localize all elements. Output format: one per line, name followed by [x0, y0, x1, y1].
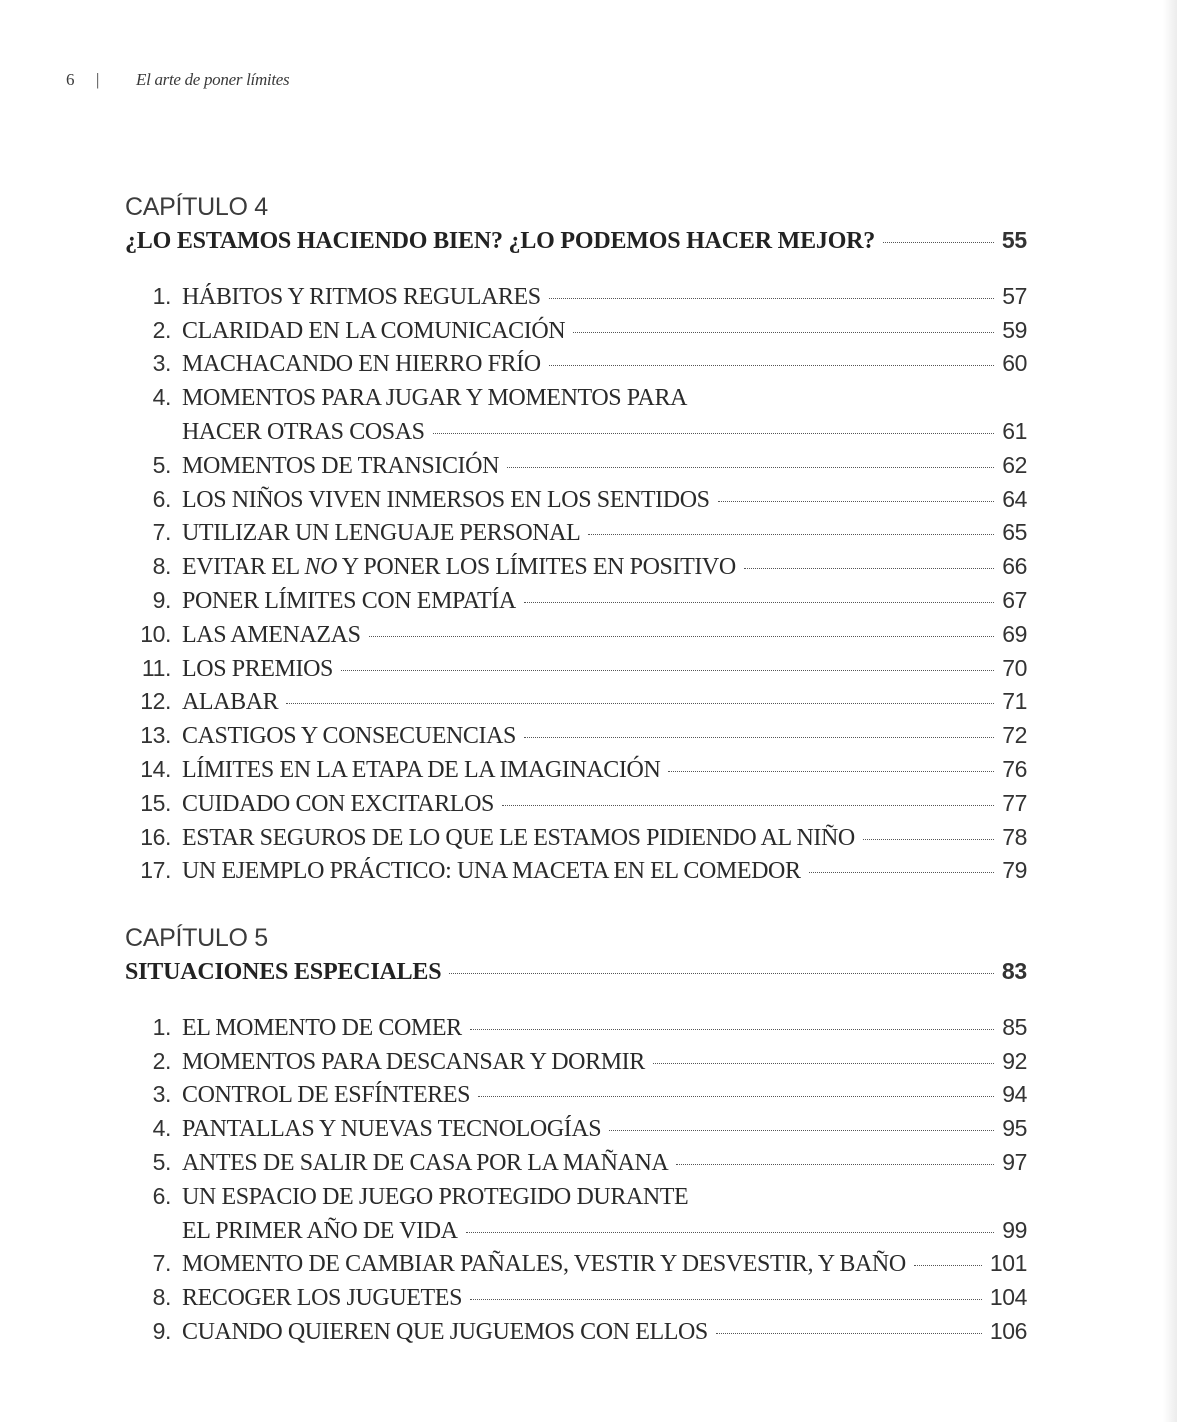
toc-entry[interactable]	[125, 1011, 1027, 1045]
toc-entry[interactable]	[125, 449, 1027, 483]
toc-entry[interactable]	[125, 618, 1027, 652]
toc-entry[interactable]	[125, 1146, 1027, 1180]
entry-page-number: 65	[1002, 519, 1027, 546]
entry-title: EL PRIMER AÑO DE VIDA	[182, 1217, 458, 1244]
entry-number: 5.	[152, 1148, 171, 1175]
entry-title: MACHACANDO EN HIERRO FRÍO	[182, 351, 541, 378]
chapter-5-section	[125, 921, 1027, 1349]
entry-page-number: 66	[1002, 553, 1027, 580]
entry-number: 4.	[152, 384, 171, 411]
entry-number: 1.	[152, 1013, 171, 1040]
dot-leader	[914, 1265, 982, 1266]
entry-number: 9.	[152, 1317, 171, 1344]
entry-title: EL MOMENTO DE COMER	[182, 1014, 462, 1041]
entry-page-number: 95	[1002, 1115, 1027, 1142]
entry-page-number: 60	[1002, 350, 1027, 377]
toc-entry-line[interactable]	[125, 381, 1027, 415]
page-edge-shadow	[1163, 0, 1177, 1422]
entry-page-number: 77	[1002, 789, 1027, 816]
entry-page-number: 64	[1002, 485, 1027, 512]
dot-leader	[744, 568, 994, 569]
entry-page-number: 69	[1002, 620, 1027, 647]
entry-number: 5.	[152, 451, 171, 478]
toc-entry[interactable]	[125, 719, 1027, 753]
entry-page-number: 101	[989, 1250, 1027, 1277]
chapter-page-number: 83	[1001, 958, 1027, 984]
entry-page-number: 106	[989, 1317, 1027, 1344]
chapter-title: SITUACIONES ESPECIALES	[125, 959, 442, 985]
entry-title: MOMENTO DE CAMBIAR PAÑALES, VESTIR Y DESVESTIR, Y BAÑO	[182, 1251, 906, 1278]
chapter-title: ¿LO ESTAMOS HACIENDO BIEN? ¿LO PODEMOS HACER MEJOR?	[125, 228, 876, 254]
dot-leader	[369, 636, 995, 637]
header-separator: |	[96, 70, 100, 89]
entry-page-number: 78	[1002, 823, 1027, 850]
chapter-label: CAPÍTULO 5	[125, 924, 268, 952]
entry-page-number: 67	[1002, 586, 1027, 613]
dot-leader	[883, 242, 994, 243]
entry-title: PANTALLAS Y NUEVAS TECNOLOGÍAS	[182, 1116, 602, 1143]
toc-entry[interactable]	[125, 280, 1027, 314]
entry-page-number: 79	[1002, 857, 1027, 884]
entry-number: 15.	[140, 789, 171, 816]
dot-leader	[573, 332, 994, 333]
entry-number: 14.	[140, 755, 171, 782]
entry-title: LÍMITES EN LA ETAPA DE LA IMAGINACIÓN	[182, 756, 661, 783]
dot-leader	[549, 365, 995, 366]
toc-entry[interactable]	[125, 854, 1027, 888]
dot-leader	[449, 973, 993, 974]
entry-title: LOS NIÑOS VIVEN INMERSOS EN LOS SENTIDOS	[182, 486, 710, 513]
entry-title: CONTROL DE ESFÍNTERES	[182, 1082, 471, 1109]
entry-page-number: 76	[1002, 755, 1027, 782]
entry-number: 12.	[140, 688, 171, 715]
entry-title: PONER LÍMITES CON EMPATÍA	[182, 587, 516, 614]
header-page-number: 6	[66, 70, 75, 89]
entry-title: ESTAR SEGUROS DE LO QUE LE ESTAMOS PIDIENDO AL NIÑO	[182, 824, 855, 851]
entry-title: CASTIGOS Y CONSECUENCIAS	[182, 723, 516, 750]
entry-page-number: 92	[1002, 1047, 1027, 1074]
chapter-title-row[interactable]	[125, 224, 1027, 258]
entry-title: MOMENTOS PARA DESCANSAR Y DORMIR	[182, 1048, 645, 1075]
entry-title: UN EJEMPLO PRÁCTICO: UNA MACETA EN EL COMEDOR	[182, 858, 801, 885]
dot-leader	[863, 839, 994, 840]
entry-title: MOMENTOS DE TRANSICIÓN	[182, 452, 500, 479]
dot-leader	[718, 501, 995, 502]
entry-title	[182, 551, 736, 585]
entry-page-number: 59	[1002, 316, 1027, 343]
toc-entry[interactable]	[125, 652, 1027, 686]
entry-number: 16.	[140, 823, 171, 850]
toc-entry[interactable]	[125, 821, 1027, 855]
toc-entry[interactable]	[125, 1214, 1027, 1248]
chapter-4-section	[125, 190, 1027, 888]
entry-number: 11.	[141, 654, 171, 681]
dot-leader	[716, 1333, 982, 1334]
toc-entry[interactable]	[125, 787, 1027, 821]
dot-leader	[668, 771, 994, 772]
entry-title: LAS AMENAZAS	[182, 621, 361, 648]
entry-number: 8.	[152, 553, 171, 580]
dot-leader	[507, 467, 994, 468]
toc-entry-line[interactable]	[125, 1180, 1027, 1214]
toc-entry[interactable]	[125, 685, 1027, 719]
toc-entry[interactable]	[125, 550, 1027, 584]
toc-entry[interactable]	[125, 483, 1027, 517]
dot-leader	[502, 805, 994, 806]
entry-title: RECOGER LOS JUGUETES	[182, 1285, 463, 1312]
dot-leader	[588, 534, 994, 535]
entry-page-number: 57	[1002, 282, 1027, 309]
entry-number: 10.	[140, 620, 171, 647]
toc-entry[interactable]	[125, 1247, 1027, 1281]
entry-number: 7.	[152, 519, 171, 546]
entry-title: ANTES DE SALIR DE CASA POR LA MAÑANA	[182, 1149, 669, 1176]
entry-page-number: 70	[1002, 654, 1027, 681]
toc-entry[interactable]	[125, 415, 1027, 449]
entry-number: 4.	[152, 1115, 171, 1142]
entry-page-number: 85	[1002, 1013, 1027, 1040]
header-book-title: El arte de poner límites	[136, 70, 290, 89]
entry-title-part: Y PONER LOS LÍMITES EN POSITIVO	[337, 554, 736, 581]
entry-page-number: 94	[1002, 1081, 1027, 1108]
toc-entry[interactable]	[125, 347, 1027, 381]
entry-title: LOS PREMIOS	[182, 655, 333, 682]
entry-title: CUIDADO CON EXCITARLOS	[182, 790, 494, 817]
entry-number: 7.	[152, 1250, 171, 1277]
dot-leader	[286, 703, 994, 704]
entry-number: 8.	[152, 1284, 171, 1311]
entry-title: HÁBITOS Y RITMOS REGULARES	[182, 283, 541, 310]
dot-leader	[549, 298, 994, 299]
entry-title-part: EVITAR EL	[182, 554, 305, 581]
entry-number: 6.	[152, 485, 171, 512]
chapter-5-entries	[125, 1011, 1027, 1349]
dot-leader	[809, 872, 995, 873]
entry-title: CLARIDAD EN LA COMUNICACIÓN	[182, 317, 566, 344]
entry-title: ALABAR	[182, 689, 279, 716]
toc-entry[interactable]	[125, 1315, 1027, 1349]
dot-leader	[470, 1029, 994, 1030]
entry-title-italic: NO	[304, 554, 338, 581]
toc-entry[interactable]	[125, 1112, 1027, 1146]
entry-title-line1: MOMENTOS PARA JUGAR Y MOMENTOS PARA	[182, 385, 688, 412]
entry-page-number: 72	[1002, 722, 1027, 749]
entry-page-number: 71	[1002, 688, 1027, 715]
entry-title: HACER OTRAS COSAS	[182, 418, 425, 445]
toc-entry[interactable]	[125, 753, 1027, 787]
entry-page-number: 99	[1002, 1216, 1027, 1243]
entry-title: CUANDO QUIEREN QUE JUGUEMOS CON ELLOS	[182, 1318, 708, 1345]
dot-leader	[609, 1130, 994, 1131]
dot-leader	[478, 1096, 994, 1097]
dot-leader	[466, 1232, 995, 1233]
entry-title-line1: UN ESPACIO DE JUEGO PROTEGIDO DURANTE	[182, 1183, 689, 1210]
toc-entry[interactable]	[125, 1281, 1027, 1315]
chapter-title-row[interactable]	[125, 955, 1027, 989]
toc-entry[interactable]	[125, 1045, 1027, 1079]
entry-number: 1.	[152, 282, 171, 309]
entry-number: 3.	[152, 350, 171, 377]
entry-number: 2.	[152, 316, 171, 343]
entry-page-number: 97	[1002, 1148, 1027, 1175]
chapter-page-number: 55	[1001, 227, 1027, 253]
dot-leader	[470, 1299, 982, 1300]
entry-page-number: 104	[989, 1284, 1027, 1311]
entry-title: UTILIZAR UN LENGUAJE PERSONAL	[182, 520, 581, 547]
entry-number: 2.	[152, 1047, 171, 1074]
entry-page-number: 62	[1002, 451, 1027, 478]
entry-number: 9.	[152, 586, 171, 613]
dot-leader	[524, 737, 994, 738]
dot-leader	[433, 433, 995, 434]
entry-number: 3.	[152, 1081, 171, 1108]
toc-entry[interactable]	[125, 1078, 1027, 1112]
entry-number: 17.	[140, 857, 171, 884]
entry-number: 13.	[140, 722, 171, 749]
entry-page-number: 61	[1002, 417, 1027, 444]
chapter-label: CAPÍTULO 4	[125, 193, 268, 221]
dot-leader	[524, 602, 994, 603]
dot-leader	[653, 1063, 994, 1064]
toc-entry[interactable]	[125, 314, 1027, 348]
dot-leader	[676, 1164, 994, 1165]
chapter-4-entries	[125, 280, 1027, 888]
toc-entry[interactable]	[125, 584, 1027, 618]
running-header	[66, 70, 289, 90]
entry-number: 6.	[152, 1182, 171, 1209]
dot-leader	[341, 670, 994, 671]
toc-entry[interactable]	[125, 516, 1027, 550]
